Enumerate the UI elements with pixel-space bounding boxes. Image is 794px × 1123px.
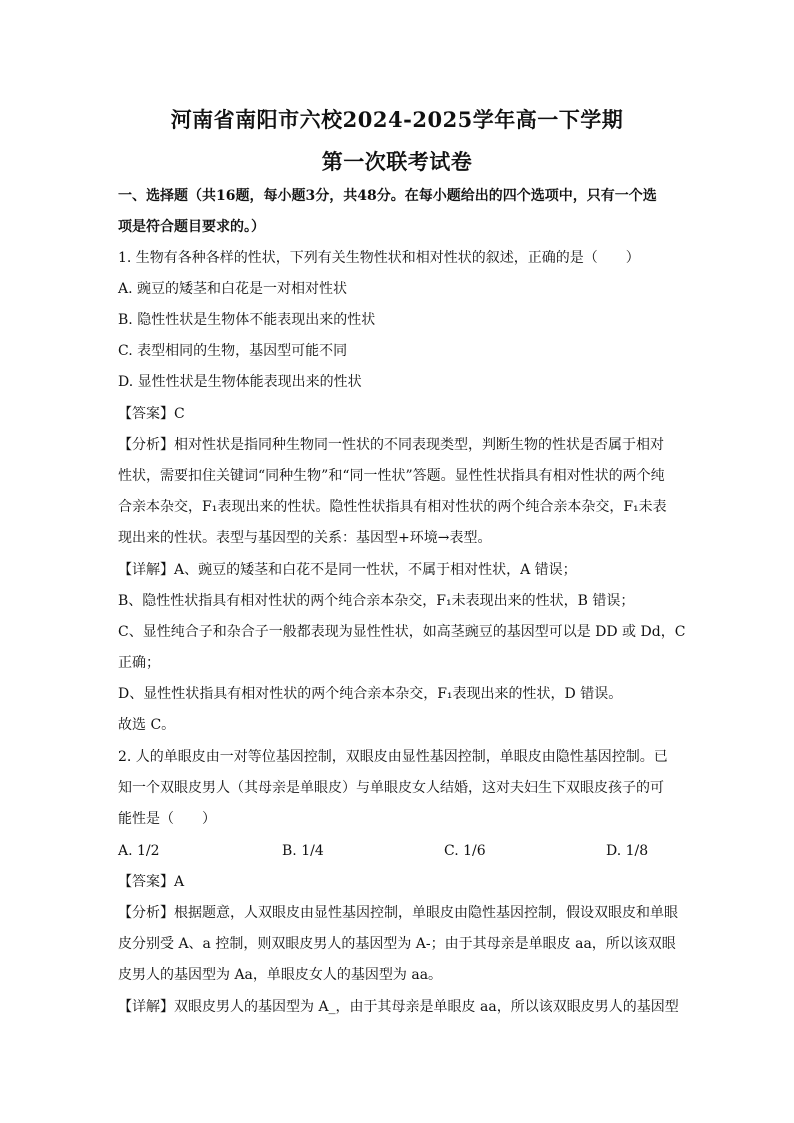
question-1-stem: 1. 生物有各种各样的性状，下列有关生物性状和相对性状的叙述，正确的是（ ） [118,250,640,266]
page-title: 河南省南阳市六校2024-2025学年高一下学期 [170,107,624,132]
question-1-analysis-line: 性状，需要扣住关键词“同种生物”和“同一性状”答题。显性性状指具有相对性状的两个纯 [118,468,665,484]
question-2-stem-line: 知一个双眼皮男人（其母亲是单眼皮）与单眼皮女人结婚，这对夫妇生下双眼皮孩子的可 [118,780,664,796]
question-2-option-d: D. 1/8 [606,843,649,859]
question-1-detail-line: C、显性纯合子和杂合子一般都表现为显性性状，如高茎豌豆的基因型可以是 DD 或 Dd，C [118,624,686,640]
question-1-analysis-line: 现出来的性状。表型与基因型的关系：基因型+环境→表型。 [118,530,492,546]
question-2-analysis-line: 皮分别受 A、a 控制，则双眼皮男人的基因型为 A-；由于其母亲是单眼皮 aa，所以该双眼 [118,936,676,952]
question-1-analysis-line: 【分析】相对性状是指同种生物同一性状的不同表现类型，判断生物的性状是否属于相对 [118,437,664,453]
question-1-option-d: D. 显性性状是生物体能表现出来的性状 [118,374,362,390]
question-1-detail-line: 【详解】A、豌豆的矮茎和白花不是同一性状，不属于相对性状，A 错误； [118,562,577,578]
question-1-detail-line: B、隐性性状指具有相对性状的两个纯合亲本杂交，F₁未表现出来的性状，B 错误； [118,593,635,609]
question-1-detail-line: 故选 C。 [118,717,176,733]
question-1-option-b: B. 隐性性状是生物体不能表现出来的性状 [118,312,376,328]
question-1-analysis-line: 合亲本杂交，F₁表现出来的性状。隐性性状指具有相对性状的两个纯合亲本杂交，F₁未表 [118,499,667,515]
section-heading-line1: 一、选择题（共16题，每小题3分，共48分。在每小题给出的四个选项中，只有一个选 [118,188,657,204]
question-1-detail-line: D、显性性状指具有相对性状的两个纯合亲本杂交，F₁表现出来的性状，D 错误。 [118,686,623,702]
question-1-option-a: A. 豌豆的矮茎和白花是一对相对性状 [118,281,348,297]
page-subtitle: 第一次联考试卷 [321,149,473,174]
question-2-analysis-line: 【分析】根据题意，人双眼皮由显性基因控制，单眼皮由隐性基因控制，假设双眼皮和单眼 [118,905,678,921]
question-2-detail-line: 【详解】双眼皮男人的基因型为 A_，由于其母亲是单眼皮 aa，所以该双眼皮男人的基因型 [118,999,679,1015]
question-1-answer: 【答案】C [118,406,185,422]
section-heading-line2: 项是符合题目要求的。） [118,219,265,235]
question-2-option-a: A. 1/2 [118,843,160,859]
question-2-stem-line: 2. 人的单眼皮由一对等位基因控制，双眼皮由显性基因控制，单眼皮由隐性基因控制。已 [118,749,668,765]
question-2-option-b: B. 1/4 [282,843,324,859]
question-2-answer: 【答案】A [118,874,185,890]
question-2-analysis-line: 皮男人的基因型为 Aa，单眼皮女人的基因型为 aa。 [118,967,443,983]
question-2-stem-line: 能性是（ ） [118,811,216,827]
question-2-option-c: C. 1/6 [444,843,486,859]
question-1-option-c: C. 表型相同的生物，基因型可能不同 [118,343,348,359]
question-1-detail-line: 正确； [118,655,160,671]
